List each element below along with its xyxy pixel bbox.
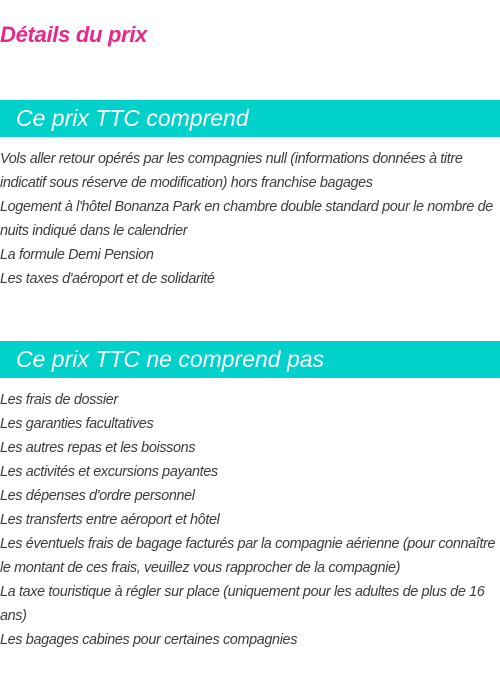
excluded-item: Les frais de dossier [0, 392, 118, 408]
included-section-header: Ce prix TTC comprend [0, 100, 500, 137]
included-item: Les taxes d'aéroport et de solidarité [0, 271, 215, 287]
excluded-item: Les éventuels frais de bagage facturés par la compagnie aérienne (pour connaître le montant de ces frais, veuillez vous rapprocher de la compagnie) [0, 536, 496, 576]
excluded-section-header: Ce prix TTC ne comprend pas [0, 341, 500, 378]
excluded-item: Les bagages cabines pour certaines compagnies [0, 632, 298, 648]
included-item: La formule Demi Pension [0, 247, 154, 263]
excluded-item: Les transferts entre aéroport et hôtel [0, 512, 220, 528]
excluded-item: Les garanties facultatives [0, 416, 154, 432]
excluded-item: Les dépenses d'ordre personnel [0, 488, 195, 504]
excluded-item: La taxe touristique à régler sur place (uniquement pour les adultes de plus de 16 ans) [0, 584, 485, 624]
included-item: Logement à l'hôtel Bonanza Park en chambre double standard pour le nombre de nuits indiqué dans le calendrier [0, 199, 493, 239]
included-list [0, 147, 500, 291]
excluded-list [0, 388, 500, 652]
excluded-item: Les activités et excursions payantes [0, 464, 218, 480]
excluded-item: Les autres repas et les boissons [0, 440, 196, 456]
included-item: Vols aller retour opérés par les compagnies null (informations données à titre indicatif sous réserve de modification) hors franchise bagages [0, 151, 463, 191]
page-title: Détails du prix [0, 22, 148, 47]
